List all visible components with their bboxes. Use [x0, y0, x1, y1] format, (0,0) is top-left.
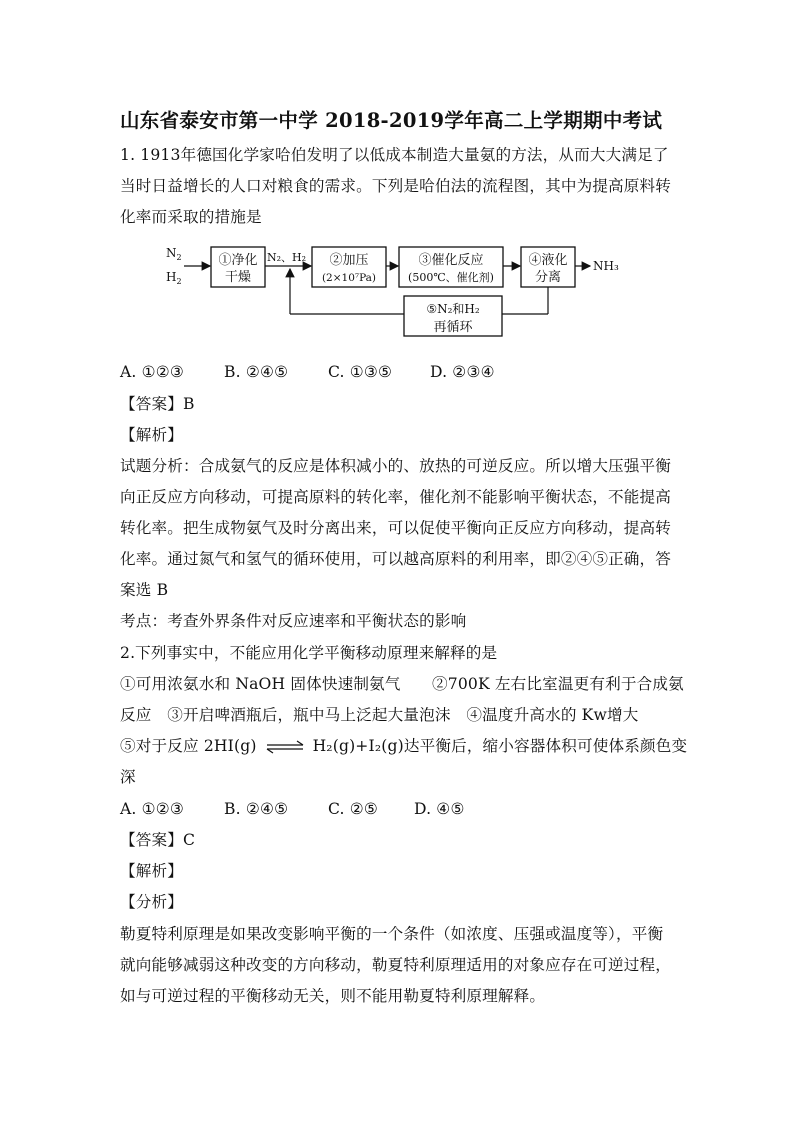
q1-options — [120, 362, 495, 382]
q2-fenxi-heading: 【分析】 — [120, 893, 183, 911]
q1-analysis-line-3: 转化率。把生成物氨气及时分离出来，可以促使平衡向正反应方向移动，提高转 — [120, 519, 672, 537]
q2-stem: 2.下列事实中，不能应用化学平衡移动原理来解释的是 — [120, 644, 498, 662]
equilibrium-arrow-icon — [263, 740, 307, 754]
box-pressurize-line-1: ②加压 — [329, 253, 369, 268]
q2-fenxi-line-2: 就向能够减弱这种改变的方向移动，勒夏特利原理适用的对象应存在可逆过程， — [120, 956, 672, 974]
page-title: 山东省泰安市第一中学 2018-2019学年高二上学期期中考试 — [120, 109, 663, 132]
box-catalysis-line-2: (500℃、催化剂) — [408, 271, 494, 284]
q2-option-b[interactable]: B. ②④⑤ — [224, 800, 289, 818]
q2-facts-line-3 — [120, 736, 687, 756]
q1-answer: 【答案】B — [120, 395, 195, 413]
input-n2-label: $N_2$ — [166, 246, 182, 262]
box-purify-line-2: 干燥 — [224, 270, 252, 285]
q1-kaodian: 考点：考查外界条件对反应速率和平衡状态的影响 — [120, 612, 467, 630]
q2-options — [120, 799, 465, 819]
q1-analysis-line-2: 向正反应方向移动，可提高原料的转化率，催化剂不能影响平衡状态，不能提高 — [120, 488, 672, 506]
q1-option-b[interactable]: B. ②④⑤ — [224, 363, 289, 381]
q2-fenxi-line-1: 勒夏特利原理是如果改变影响平衡的一个条件（如浓度、压强或温度等），平衡 — [120, 925, 664, 943]
q1-analysis-heading: 【解析】 — [120, 426, 183, 444]
box-liquefy-line-2: 分离 — [534, 270, 562, 285]
output-nh3-label: NH₃ — [593, 259, 619, 273]
q1-analysis-line-4: 化率。通过氮气和氢气的循环使用，可以越高原料的利用率，即②④⑤正确，答 — [120, 550, 672, 568]
q2-reaction-lhs: ⑤对于反应 2HI(g) — [120, 737, 257, 755]
q1-option-a[interactable]: A. ①②③ — [120, 363, 185, 381]
q2-fenxi-line-3: 如与可逆过程的平衡移动无关，则不能用勒夏特利原理解释。 — [120, 987, 546, 1005]
q1-option-d[interactable]: D. ②③④ — [430, 363, 495, 381]
q2-facts-line-1: ①可用浓氨水和 NaOH 固体快速制氨气 ②700K 左右比室温更有利于合成氨 — [120, 675, 684, 693]
q2-option-c[interactable]: C. ②⑤ — [328, 800, 378, 818]
box-recycle-line-2: 再循环 — [433, 320, 473, 335]
box-purify-line-1: ①净化 — [218, 253, 258, 268]
q2-option-d[interactable]: D. ④⑤ — [414, 800, 465, 818]
q1-analysis-line-1: 试题分析：合成氨气的反应是体积减小的、放热的可逆反应。所以增大压强平衡 — [120, 457, 672, 475]
q2-facts-line-4: 深 — [120, 768, 136, 786]
box-pressurize-line-2: (2×10⁷Pa) — [321, 272, 377, 284]
box-recycle-line-1: ⑤N₂和H₂ — [426, 302, 480, 316]
mid-gas-label: N₂、H₂ — [267, 251, 307, 264]
q2-analysis-heading: 【解析】 — [120, 862, 183, 880]
q1-stem-line-3: 化率而采取的措施是 — [120, 208, 262, 226]
box-liquefy-line-1: ④液化 — [528, 253, 568, 268]
haber-flow-diagram — [160, 243, 640, 343]
q1-stem-line-1: 1. 1913年德国化学家哈伯发明了以低成本制造大量氨的方法，从而大大满足了 — [120, 146, 669, 164]
q2-facts-line-2: 反应 ③开启啤酒瓶后，瓶中马上泛起大量泡沫 ④温度升高水的 Kw增大 — [120, 706, 639, 724]
box-catalysis-line-1: ③催化反应 — [418, 253, 484, 268]
q1-option-c[interactable]: C. ①③⑤ — [328, 363, 393, 381]
q1-analysis-line-5: 案选 B — [120, 581, 169, 599]
q2-answer: 【答案】C — [120, 831, 196, 849]
q1-stem-line-2: 当时日益增长的人口对粮食的需求。下列是哈伯法的流程图，其中为提高原料转 — [120, 177, 672, 195]
q2-reaction-rhs: H₂(g)+I₂(g)达平衡后，缩小容器体积可使体系颜色变 — [312, 737, 688, 755]
input-h2-label: $H_2$ — [166, 270, 182, 286]
q2-option-a[interactable]: A. ①②③ — [120, 800, 185, 818]
